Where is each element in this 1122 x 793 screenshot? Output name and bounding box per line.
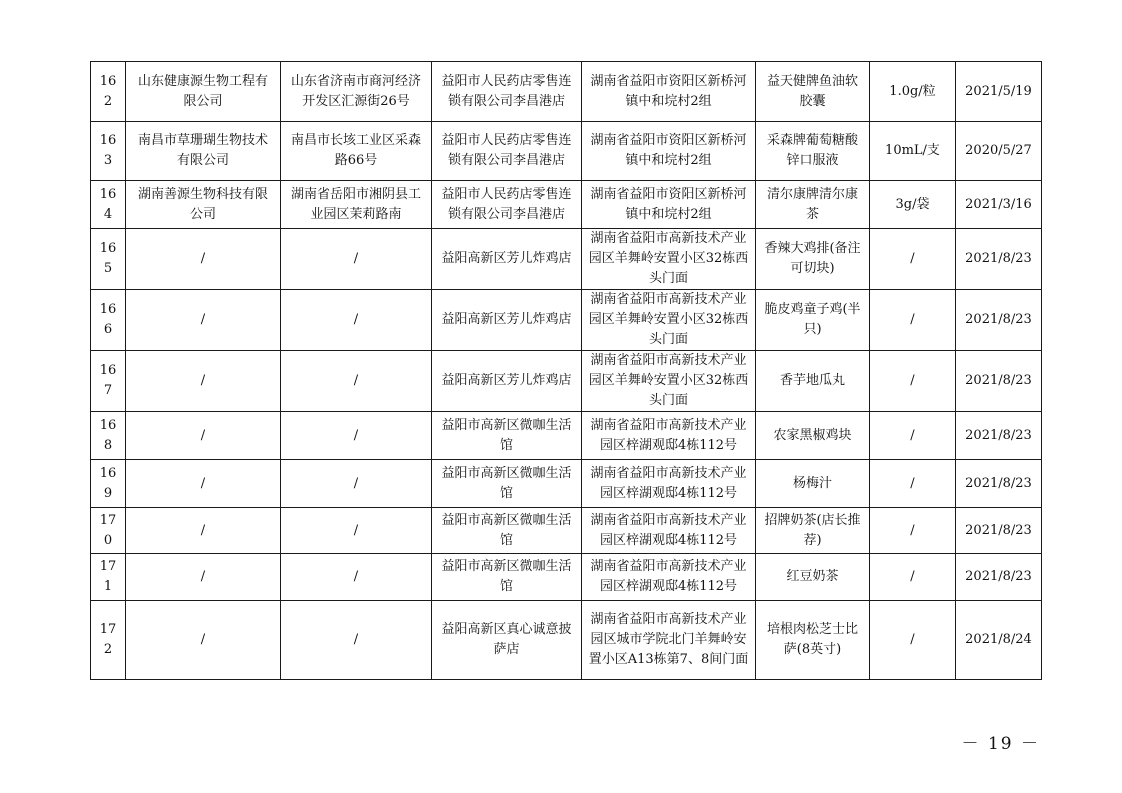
product-name-cell: 益天健牌鱼油软胶囊: [756, 62, 870, 122]
date-cell: 2021/8/23: [956, 351, 1042, 412]
producer-address-cell: /: [281, 601, 432, 680]
producer-name-cell: /: [126, 601, 281, 680]
producer-address-cell: 南昌市长垓工业区采森路66号: [281, 122, 432, 181]
seller-name-cell: 益阳市高新区微咖生活馆: [432, 412, 582, 460]
table-body: [91, 62, 1042, 680]
table-row: [91, 62, 1042, 122]
table-row: [91, 290, 1042, 351]
seller-name-cell: 益阳市高新区微咖生活馆: [432, 554, 582, 601]
producer-name-cell: /: [126, 290, 281, 351]
seller-name-cell: 益阳高新区芳儿炸鸡店: [432, 290, 582, 351]
date-cell: 2021/8/23: [956, 554, 1042, 601]
product-name-cell: 招牌奶茶(店长推荐): [756, 508, 870, 554]
row-number-cell: 166: [91, 290, 126, 351]
producer-address-cell: /: [281, 554, 432, 601]
row-number-cell: 171: [91, 554, 126, 601]
producer-address-cell: /: [281, 508, 432, 554]
seller-address-cell: 湖南省益阳市高新技术产业园区梓湖观邸4栋112号: [582, 554, 756, 601]
seller-address-cell: 湖南省益阳市资阳区新桥河镇中和垸村2组: [582, 62, 756, 122]
producer-name-cell: /: [126, 508, 281, 554]
product-name-cell: 清尔康牌清尔康茶: [756, 181, 870, 229]
row-number-cell: 167: [91, 351, 126, 412]
spec-cell: /: [870, 601, 956, 680]
table-row: [91, 122, 1042, 181]
date-cell: 2021/5/19: [956, 62, 1042, 122]
seller-address-cell: 湖南省益阳市高新技术产业园区梓湖观邸4栋112号: [582, 460, 756, 508]
seller-name-cell: 益阳市高新区微咖生活馆: [432, 460, 582, 508]
row-number-cell: 162: [91, 62, 126, 122]
row-number-cell: 170: [91, 508, 126, 554]
table-row: [91, 412, 1042, 460]
spec-cell: /: [870, 412, 956, 460]
table-row: [91, 229, 1042, 290]
date-cell: 2021/8/23: [956, 290, 1042, 351]
seller-address-cell: 湖南省益阳市资阳区新桥河镇中和垸村2组: [582, 181, 756, 229]
table-row: [91, 601, 1042, 680]
sampling-records-table: [90, 61, 1042, 680]
spec-cell: 10mL/支: [870, 122, 956, 181]
seller-address-cell: 湖南省益阳市高新技术产业园区梓湖观邸4栋112号: [582, 508, 756, 554]
product-name-cell: 香芋地瓜丸: [756, 351, 870, 412]
producer-name-cell: /: [126, 351, 281, 412]
producer-name-cell: 湖南善源生物科技有限公司: [126, 181, 281, 229]
date-cell: 2021/8/23: [956, 460, 1042, 508]
seller-address-cell: 湖南省益阳市高新技术产业园区城市学院北门羊舞岭安置小区A13栋第7、8间门面: [582, 601, 756, 680]
seller-name-cell: 益阳市高新区微咖生活馆: [432, 508, 582, 554]
spec-cell: /: [870, 351, 956, 412]
producer-address-cell: /: [281, 460, 432, 508]
row-number-cell: 172: [91, 601, 126, 680]
product-name-cell: 杨梅汁: [756, 460, 870, 508]
row-number-cell: 168: [91, 412, 126, 460]
table-row: [91, 508, 1042, 554]
producer-name-cell: 南昌市草珊瑚生物技术有限公司: [126, 122, 281, 181]
product-name-cell: 香辣大鸡排(备注可切块): [756, 229, 870, 290]
seller-address-cell: 湖南省益阳市高新技术产业园区羊舞岭安置小区32栋西头门面: [582, 290, 756, 351]
producer-address-cell: 湖南省岳阳市湘阴县工业园区茉莉路南: [281, 181, 432, 229]
spec-cell: /: [870, 554, 956, 601]
producer-address-cell: /: [281, 229, 432, 290]
producer-name-cell: /: [126, 412, 281, 460]
producer-name-cell: /: [126, 229, 281, 290]
spec-cell: 1.0g/粒: [870, 62, 956, 122]
spec-cell: 3g/袋: [870, 181, 956, 229]
seller-name-cell: 益阳市人民药店零售连锁有限公司李昌港店: [432, 181, 582, 229]
page-number: － 19 －: [961, 734, 1040, 754]
row-number-cell: 163: [91, 122, 126, 181]
spec-cell: /: [870, 290, 956, 351]
row-number-cell: 165: [91, 229, 126, 290]
date-cell: 2021/8/23: [956, 508, 1042, 554]
spec-cell: /: [870, 460, 956, 508]
seller-name-cell: 益阳高新区芳儿炸鸡店: [432, 351, 582, 412]
seller-name-cell: 益阳市人民药店零售连锁有限公司李昌港店: [432, 122, 582, 181]
producer-address-cell: /: [281, 412, 432, 460]
producer-address-cell: 山东省济南市商河经济开发区汇源街26号: [281, 62, 432, 122]
product-name-cell: 采森牌葡萄糖酸锌口服液: [756, 122, 870, 181]
date-cell: 2021/8/23: [956, 229, 1042, 290]
date-cell: 2021/3/16: [956, 181, 1042, 229]
seller-address-cell: 湖南省益阳市资阳区新桥河镇中和垸村2组: [582, 122, 756, 181]
date-cell: 2021/8/24: [956, 601, 1042, 680]
producer-name-cell: 山东健康源生物工程有限公司: [126, 62, 281, 122]
seller-name-cell: 益阳高新区真心诚意披萨店: [432, 601, 582, 680]
producer-address-cell: /: [281, 351, 432, 412]
spec-cell: /: [870, 229, 956, 290]
spec-cell: /: [870, 508, 956, 554]
producer-name-cell: /: [126, 460, 281, 508]
product-name-cell: 脆皮鸡童子鸡(半只): [756, 290, 870, 351]
seller-name-cell: 益阳市人民药店零售连锁有限公司李昌港店: [432, 62, 582, 122]
seller-address-cell: 湖南省益阳市高新技术产业园区梓湖观邸4栋112号: [582, 412, 756, 460]
seller-name-cell: 益阳高新区芳儿炸鸡店: [432, 229, 582, 290]
producer-name-cell: /: [126, 554, 281, 601]
table-row: [91, 181, 1042, 229]
product-name-cell: 培根肉松芝士比萨(8英寸): [756, 601, 870, 680]
producer-address-cell: /: [281, 290, 432, 351]
product-name-cell: 农家黑椒鸡块: [756, 412, 870, 460]
table-row: [91, 351, 1042, 412]
seller-address-cell: 湖南省益阳市高新技术产业园区羊舞岭安置小区32栋西头门面: [582, 229, 756, 290]
row-number-cell: 164: [91, 181, 126, 229]
product-name-cell: 红豆奶茶: [756, 554, 870, 601]
row-number-cell: 169: [91, 460, 126, 508]
table-row: [91, 460, 1042, 508]
date-cell: 2020/5/27: [956, 122, 1042, 181]
seller-address-cell: 湖南省益阳市高新技术产业园区羊舞岭安置小区32栋西头门面: [582, 351, 756, 412]
date-cell: 2021/8/23: [956, 412, 1042, 460]
table-row: [91, 554, 1042, 601]
